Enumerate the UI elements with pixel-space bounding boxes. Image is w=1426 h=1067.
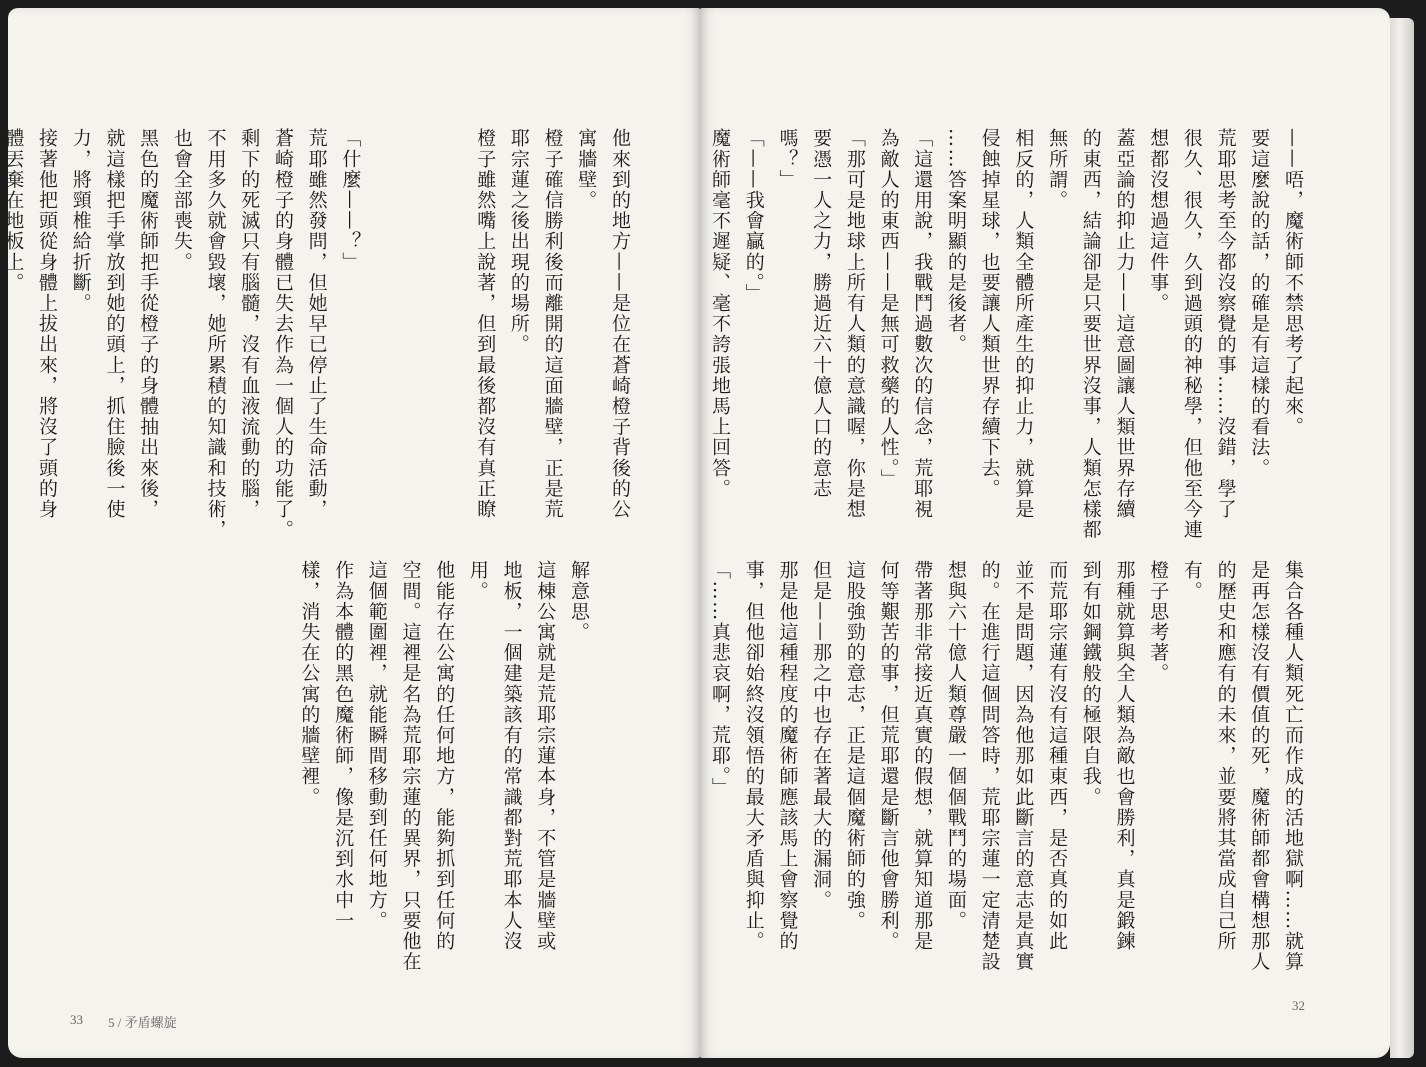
right-page-upper-text: ——唔，魔術師不禁思考了起來。 要這麼說的話，的確是有這樣的看法。 荒耶思考至今都沒察覺的事……沒錯，學了 很久、很久，久到過頭的神秘學，但他至今連 想都沒想過這件事。 蓋亞論的抑止力——這意圖讓人類世界存續 的東西，結論卻是只要世界沒事，人類怎樣都 無所謂。 相反的，人類全體所產生的抑止力，就算是 侵蝕掉星球，也要讓人類世界存續下去。 ……答案明顯的是後者。 「這還用說，我戰鬥過數次的信念，荒耶視 為敵人的東西——是無可救藥的人性。」 「那可是地球上所有人類的意識喔，你是想 要憑一人之力，勝過近六十億人口的意志 嗎？」 「——我會贏的。」 魔術師毫不遲疑、毫不誇張地馬上回答。 xyxy=(709,128,1304,540)
page-number-right: 32 xyxy=(1292,998,1305,1013)
right-page-lower-text: 集合各種人類死亡而作成的活地獄啊……就算 是再怎樣沒有價值的死，魔術師都會構想那人 的歷史和應有的未來，並要將其當成自己所 有。 橙子思考著。 那種就算與全人類為敵也會勝利，真是鍛鍊 到有如鋼鐵般的極限自我。 而荒耶宗蓮有沒有這種東西，是否真的如此 並不是問題，因為他那如此斷言的意志是真實 的。在進行這個問答時，荒耶宗蓮一定清楚設 想與六十億人類尊嚴一個個戰鬥的場面。 帶著那非常接近真實的假想，就算知道那是 何等艱苦的事，但荒耶還是斷言他會勝利。 這股強勁的意志，正是這個魔術師的強。 但是——那之中也存在著最大的漏洞。 那是他這種程度的魔術師應該馬上會察覺的 事，但他卻始終沒領悟的最大矛盾與抑止。 「……真悲哀啊，荒耶。」 xyxy=(709,560,1304,972)
left-page-lower-text: 解意思。 這棟公寓就是荒耶宗蓮本身，不管是牆壁或 地板，一個建築該有的常識都對荒耶本人沒 用。 他能存在公寓的任何地方，能夠抓到任何的 空間。這裡是名為荒耶宗蓮的異界，只要他在 這個範圍裡，就能瞬間移動到任何地方。 作為本體的黑色魔術師，像是沉到水中一 樣，消失在公寓的牆壁裡。 xyxy=(298,560,590,972)
page-number-left: 33 xyxy=(70,1012,83,1027)
left-page-upper-text: 他來到的地方——是位在蒼崎橙子背後的公 寓牆壁。 橙子確信勝利後而離開的這面牆壁，正是荒 耶宗蓮之後出現的場所。 橙子雖然嘴上說著，但到最後都沒有真正瞭 「什麼——？」 荒耶雖然發問，但她早已停止了生命活動， 蒼崎橙子的身體已失去作為一個人的功能了。 剩下的死滅只有腦髓，沒有血液流動的腦， 不用多久就會毀壞，她所累積的知識和技術， 也會全部喪失。 黑色的魔術師把手從橙子的身體抽出來後， 就這樣把手掌放到她的頭上，抓住臉後一使 力，將頸椎給折斷。 接著他把頭從身體上拔出來，將沒了頭的身 體丟棄在地板上。 xyxy=(2,128,631,540)
running-title: 5 / 矛盾螺旋 xyxy=(108,1015,177,1030)
page-edge-stack xyxy=(1390,18,1414,1058)
